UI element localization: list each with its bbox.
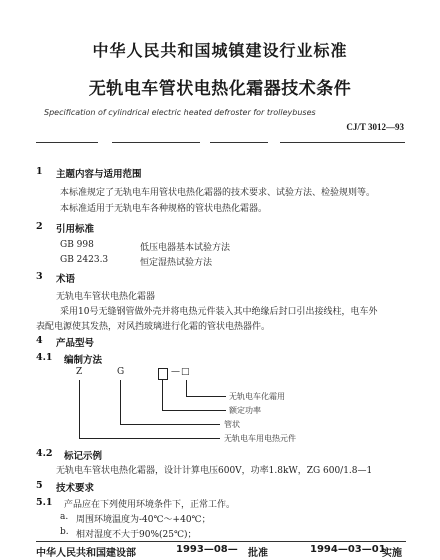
item-a-label: a.: [60, 512, 69, 522]
footer-approved-label: 批准: [248, 548, 268, 559]
section-5-number: 5: [36, 480, 43, 491]
item-b-label: b.: [60, 527, 69, 537]
leader-line: [79, 438, 220, 439]
standard-header: 中华人民共和国城镇建设行业标准: [92, 41, 348, 60]
header-rule: [280, 142, 405, 143]
section-4-1-heading: 编制方法: [64, 355, 103, 366]
item-a-text: 周围环境温度为-40℃～+40℃；: [76, 515, 211, 525]
leader-line: [120, 380, 121, 424]
leader-line: [186, 380, 187, 396]
term-definition-line-1: 采用10号无缝钢管做外壳并将电热元件装入其中绝缘后封口引出接线柱，电车外: [60, 307, 378, 317]
section-2-number: 2: [36, 221, 43, 232]
section-4-heading: 产品型号: [56, 338, 95, 349]
model-char-z: Z: [76, 367, 83, 377]
header-rule: [210, 142, 268, 143]
reference-code: GB 2423.3: [60, 255, 109, 265]
reference-name: 恒定湿热试验方法: [140, 258, 213, 268]
legend-heating-element: 无轨电车用电热元件: [224, 434, 296, 443]
section-2-heading: 引用标准: [56, 224, 95, 235]
section-4-2-number: 4.2: [36, 448, 53, 459]
document-title: 无轨电车管状电热化霜器技术条件: [88, 79, 352, 99]
model-char-g: G: [117, 367, 125, 377]
legend-vehicle-defrost: 无轨电车化霜用: [229, 392, 285, 401]
footer-effective-date: 1994—03—01: [310, 544, 386, 555]
section-5-1-number: 5.1: [36, 497, 53, 508]
item-b-text: 相对湿度不大于90%(25℃)；: [76, 530, 197, 540]
model-box-power: [158, 368, 168, 380]
leader-line: [186, 396, 226, 397]
term-definition-line-2: 表配电源使其发热，对风挡玻璃进行化霜的管状电热器件。: [36, 322, 271, 332]
section-1-number: 1: [36, 166, 43, 177]
section-1-line-2: 本标准适用于无轨电车各种规格的管状电热化霜器。: [60, 204, 268, 214]
leader-line: [79, 380, 80, 438]
section-1-heading: 主题内容与适用范围: [56, 169, 142, 180]
reference-name: 低压电器基本试验方法: [140, 243, 231, 253]
legend-rated-power: 额定功率: [229, 406, 261, 415]
footer-approved-date: 1993—08—: [176, 544, 238, 555]
section-4-2-heading: 标记示例: [64, 451, 103, 462]
footer-effective-label: 实施: [382, 548, 402, 559]
model-dash: —: [171, 367, 180, 377]
section-4-1-number: 4.1: [36, 352, 53, 363]
section-1-line-1: 本标准规定了无轨电车用管状电热化霜器的技术要求、试验方法、检验规则等。: [60, 188, 376, 198]
section-3-number: 3: [36, 271, 43, 282]
document-subtitle: Specification of cylindrical electric heated defroster for trolleybuses: [44, 108, 316, 117]
reference-code: GB 998: [60, 240, 94, 250]
header-rule: [36, 142, 98, 143]
section-4-number: 4: [36, 335, 43, 346]
section-5-1-text: 产品应在下列使用环境条件下，正常工作。: [64, 500, 236, 510]
section-5-heading: 技术要求: [56, 483, 95, 494]
section-3-heading: 术语: [56, 274, 76, 285]
footer-rule: [36, 541, 406, 542]
term-name: 无轨电车管状电热化霜器: [56, 292, 156, 302]
header-rule: [112, 142, 200, 143]
legend-tubular: 管状: [224, 420, 240, 429]
leader-line: [120, 424, 220, 425]
marking-example: 无轨电车管状电热化霜器，设计计算电压600V，功率1.8kW，ZG 600/1.8—1: [56, 466, 373, 476]
leader-line: [162, 410, 226, 411]
footer-issuer: 中华人民共和国建设部: [36, 548, 136, 559]
leader-line: [162, 380, 163, 410]
standard-code: CJ/T 3012—93: [346, 122, 404, 132]
model-box-serial: □: [181, 367, 190, 377]
